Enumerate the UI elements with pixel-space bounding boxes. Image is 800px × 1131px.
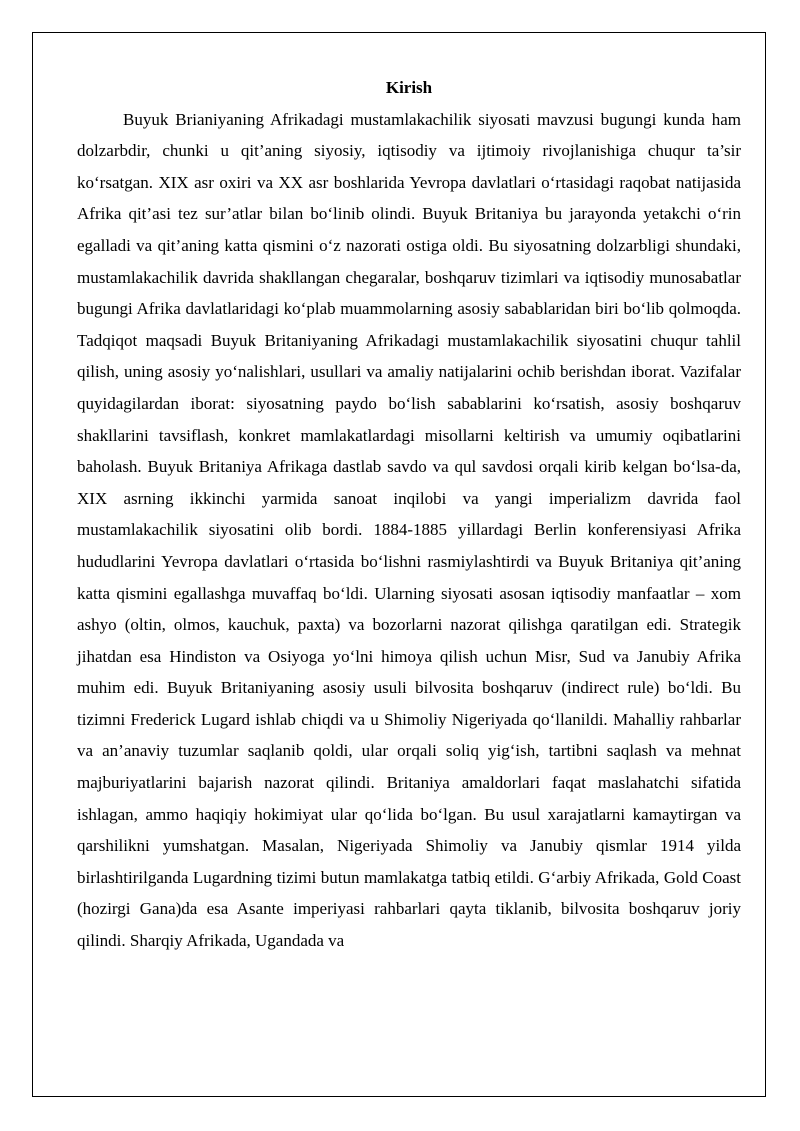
document-title: Kirish [385,78,433,97]
document-content [77,72,741,957]
body-paragraph: Buyuk Brianiyaning Afrikadagi mustamlakachilik siyosati mavzusi bugungi kunda ham dolzarbdir, chunki u qit’aning siyosiy, iqtisodiy va ijtimoiy rivojlanishiga chuqur ta’sir ko‘rsatgan. XIX asr oxiri va XX asr boshlarida Yevropa davlatlari o‘rtasidagi raqobat natijasida Afrika qit’asi tez sur’atlar bilan bo‘linib olindi. Buyuk Britaniya bu jarayonda yetakchi o‘rin egalladi va qit’aning katta qismini o‘z nazorati ostiga oldi. Bu siyosatning dolzarbligi shundaki, mustamlakachilik davrida shakllangan chegaralar, boshqaruv tizimlari va iqtisodiy munosabatlar bugungi Afrika davlatlaridagi ko‘plab muammolarning asosiy sabablaridan biri bo‘lib qolmoqda. Tadqiqot maqsadi Buyuk Britaniyaning Afrikadagi mustamlakachilik siyosatini chuqur tahlil qilish, uning asosiy yo‘nalishlari, usullari va amaliy natijalarini ochib berishdan iborat. Vazifalar quyidagilardan iborat: siyosatning paydo bo‘lish sabablarini ko‘rsatish, asosiy boshqaruv shakllarini tavsiflash, konkret mamlakatlardagi misollarni keltirish va umumiy oqibatlarini baholash. Buyuk Britaniya Afrikaga dastlab savdo va qul savdosi orqali kirib kelgan bo‘lsa-da, XIX asrning ikkinchi yarmida sanoat inqilobi va yangi imperializm davrida faol mustamlakachilik siyosatini olib bordi. 1884-1885 yillardagi Berlin konferensiyasi Afrika hududlarini Yevropa davlatlari o‘rtasida bo‘lishni rasmiylashtirdi va Buyuk Britaniya qit’aning katta qismini egallashga muvaffaq bo‘ldi. Ularning siyosati asosan iqtisodiy manfaatlar – xom ashyo (oltin, olmos, kauchuk, paxta) va bozorlarni nazorat qilishga qaratilgan edi. Strategik jihatdan esa Hindiston va Osiyoga yo‘lni himoya qilish uchun Misr, Sud va Janubiy Afrika muhim edi. Buyuk Britaniyaning asosiy usuli bilvosita boshqaruv (indirect rule) bo‘ldi. Bu tizimni Frederick Lugard ishlab chiqdi va u Shimoliy Nigeriyada qo‘llanildi. Mahalliy rahbarlar va an’anaviy tuzumlar saqlanib qoldi, ular orqali soliq yig‘ish, tartibni saqlash va mehnat majburiyatlarini bajarish nazorat qilindi. Britaniya amaldorlari faqat maslahatchi sifatida ishlagan, ammo haqiqiy hokimiyat ular qo‘lida bo‘lgan. Bu usul xarajatlarni kamaytirgan va qarshilikni yumshatgan. Masalan, Nigeriyada Shimoliy va Janubiy qismlar 1914 yilda birlashtirilganda Lugardning tizimi butun mamlakatga tatbiq etildi. G‘arbiy Afrikada, Gold Coast (hozirgi Gana)da esa Asante imperiyasi rahbarlari qayta tiklanib, bilvosita boshqaruv joriy qilindi. Sharqiy Afrikada, Ugandada va [77,109,741,951]
